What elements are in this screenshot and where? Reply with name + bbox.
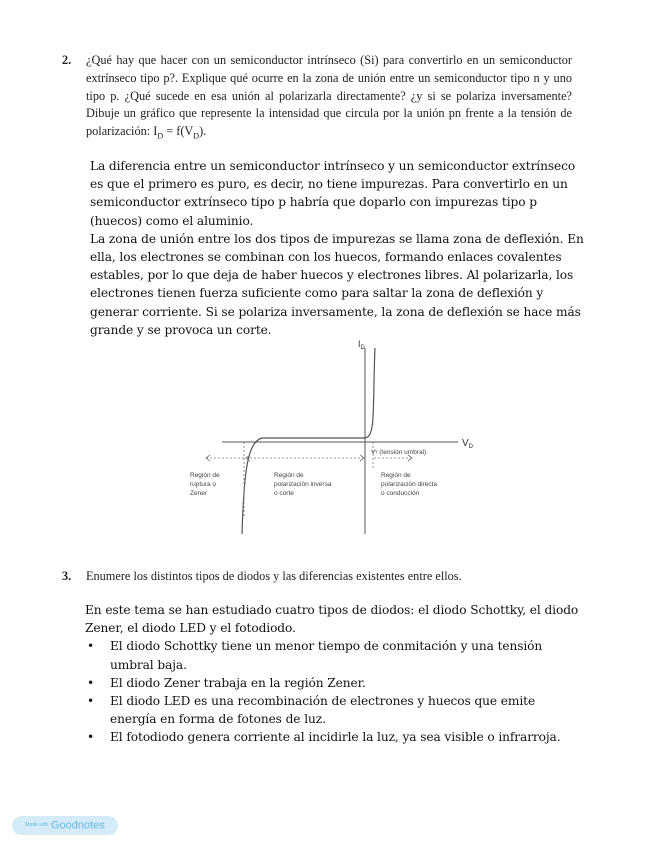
- question-3: [62, 568, 572, 586]
- region-inverse-label: Región de polarización inversa o corte: [274, 472, 332, 497]
- watermark-prefix: Made with: [25, 822, 48, 828]
- answer-2-paragraph-1: La diferencia entre un semiconductor intrínseco y un semiconductor extrínseco es que el primero es puro, es decir, no tiene impurezas. Para convertirlo en un semiconductor extrínseco tipo p habría que doparlo con impurezas tipo p (huecos) como el aluminio.: [90, 159, 576, 228]
- question-3-number: 3.: [62, 569, 72, 583]
- watermark-brand: Goodnotes: [50, 819, 105, 832]
- bullet-icon: •: [87, 639, 95, 654]
- iv-curve: [242, 348, 375, 534]
- formula-subscript-1: D: [157, 131, 164, 141]
- threshold-label: Vᵞ (tensión umbral): [371, 449, 427, 456]
- bullet-icon: •: [87, 675, 95, 690]
- question-2-number: 2.: [62, 53, 72, 67]
- list-item-text: El diodo LED es una recombinación de electrones y huecos que emite energía en forma de fotones de luz.: [110, 694, 536, 727]
- list-item: [85, 692, 585, 728]
- list-item-text: El diodo Zener trabaja en la región Zener.: [110, 675, 366, 690]
- y-axis-label: $I_D$: [358, 339, 365, 351]
- list-item-text: El fotodiodo genera corriente al incidirle la luz, ya sea visible o infrarroja.: [110, 730, 561, 745]
- list-item-text: El diodo Schottky tiene un menor tiempo de conmitación y una tensión umbral baja.: [110, 639, 543, 672]
- answer-3: [85, 601, 585, 747]
- list-item: [85, 674, 585, 692]
- list-item: [85, 728, 585, 746]
- list-item: [85, 637, 585, 673]
- answer-3-intro: En este tema se han estudiado cuatro tipos de diodos: el diodo Schottky, el diodo Zener, el diodo LED y el fotodiodo.: [85, 603, 579, 636]
- question-2: [62, 52, 572, 145]
- formula-mid: = f(V: [163, 124, 194, 139]
- diode-iv-diagram: [160, 338, 500, 538]
- question-2-text: [86, 52, 572, 145]
- region-direct-label: Región de polarización directa o conducción: [381, 472, 438, 497]
- region-zener-label: Región de ruptura o Zener: [190, 472, 220, 497]
- x-axis-label: $V_D$: [462, 438, 474, 450]
- formula-end: ).: [199, 124, 207, 139]
- question-2-body: ¿Qué hay que hacer con un semiconductor intrínseco (Si) para convertirlo en un semiconductor extrínseco tipo p?. Explique qué ocurre en la zona de unión entre un semiconductor tipo n y uno tipo p. ¿Qué sucede en esa unión al polarizarla directamente? ¿y si se polariza inversamente? Dibuje un gráfico que represente la intensidad que circula por la unión pn frente a la tensión de polarización: I: [86, 53, 572, 139]
- bullet-icon: •: [87, 730, 95, 745]
- question-3-text: Enumere los distintos tipos de diodos y las diferencias existentes entre ellos.: [86, 569, 462, 583]
- answer-2-paragraph-2: La zona de unión entre los dos tipos de impurezas se llama zona de deflexión. En ella, los electrones se combinan con los huecos, formando enlaces covalentes estables, por lo que deja de haber huecos y electrones libres. Al polarizarla, los electrones tienen fuerza suficiente como para saltar la zona de deflexión y generar corriente. Si se polariza inversamente, la zona de deflexión se hace más grande y se provoca un corte.: [90, 231, 584, 337]
- diode-types-list: [85, 637, 585, 746]
- answer-2: [90, 157, 590, 337]
- formula-subscript-2: D: [193, 131, 200, 141]
- goodnotes-watermark: [12, 816, 118, 835]
- bullet-icon: •: [87, 694, 95, 709]
